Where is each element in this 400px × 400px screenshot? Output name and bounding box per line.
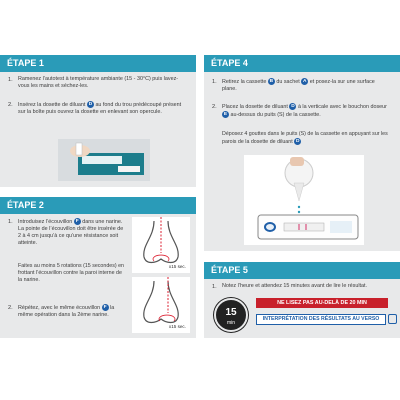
step1-item1-num: 1. (8, 77, 13, 83)
step5-item1-text: Notez l’heure et attendez 15 minutes avant de lire le résultat. (222, 283, 368, 289)
step1-item2-text-a: Insérez la dosette de diluant (18, 101, 86, 108)
dosette-photo (58, 139, 150, 181)
nose-illustration-2 (132, 277, 190, 333)
badge-b: B (269, 79, 274, 84)
step1-item2-text (18, 101, 190, 116)
warning-banner: NE LISEZ PAS AU-DELÀ DE 20 MIN (256, 298, 388, 308)
step2-item1-num: 1. (8, 219, 13, 225)
page-turn-icon (388, 314, 397, 324)
step1-panel (0, 55, 196, 187)
timer-label-1: x15 sec. (168, 264, 186, 269)
step4-item2-text-b: à la verticale avec le bouchon doseur (297, 103, 387, 110)
step5-item1-num: 1. (212, 284, 217, 290)
step4-item1-num: 1. (212, 79, 217, 85)
dosette-box-illustration (58, 139, 150, 181)
badge-e: E (223, 111, 228, 117)
step5-title: ÉTAPE 5 (204, 262, 400, 279)
step2-panel (0, 197, 196, 338)
step2-title: ÉTAPE 2 (0, 197, 196, 214)
step4-item1-text-a: Retirez la cassette (222, 78, 267, 85)
step4-item2-text-c: au-dessus du puits (S) de la cassette. (230, 111, 321, 118)
step4-panel (204, 55, 400, 251)
step4-item1-text-c: et posez-la sur une surface plane. (222, 78, 375, 92)
nose-illustration-1 (132, 217, 190, 273)
cassette-illustration (244, 155, 364, 245)
timer-label-2: x15 sec. (168, 324, 186, 329)
step1-item1-text: Ramenez l’autotest à température ambiante (15 - 30°C) puis lavez-vous les mains et séchez-les. (18, 76, 179, 89)
step4-note-text: Déposez 4 gouttes dans le puits (S) de la cassette en appuyant sur les parois de la dosette de diluant (222, 131, 388, 145)
badge-f: F (74, 218, 81, 225)
step1-title: ÉTAPE 1 (0, 55, 196, 72)
timer-unit: min (226, 320, 236, 326)
badge-f: F (102, 304, 109, 311)
step2-item2-text-a: Répétez, avec le même écouvillon (18, 304, 101, 311)
step4-title: ÉTAPE 4 (204, 55, 400, 72)
step5-panel (204, 262, 400, 338)
timer-value: 15 (225, 307, 237, 318)
step4-item2-num: 2. (212, 104, 217, 110)
badge-d: D (88, 102, 93, 107)
timer-icon (214, 298, 248, 332)
badge-d: D (295, 139, 300, 144)
step2-item2-text-b: la même opération dans la 2ème narine. (18, 304, 115, 318)
step4-item1-text-b: du sachet (276, 78, 300, 85)
step4-item2-text (222, 103, 394, 119)
step1-item2-text-b: au fond du trou prédécoupé présent sur la boîte puis ouvrez la dosette en enlevant son opercule. (18, 101, 182, 115)
step2-item2-num: 2. (8, 305, 13, 311)
badge-d: D (291, 104, 295, 109)
cassette-icon (244, 155, 364, 245)
step1-item2-num: 2. (8, 102, 13, 108)
step2-item1-text-a: Introduisez l’écouvillon (18, 218, 73, 225)
badge-a: A (303, 79, 307, 84)
step4-item2-text-a: Placez la dosette de diluant (222, 103, 288, 110)
step4-item1-text (222, 78, 390, 93)
step2-item1-text-b: dans une narine. La pointe de l’écouvillon doit être insérée de 2 à 4 cm jusqu’à ce qu’une résistance soit atteinte. (18, 218, 124, 246)
step4-note (222, 131, 390, 146)
interpretation-box: INTERPRÉTATION DES RÉSULTATS AU VERSO (256, 314, 386, 325)
step2-note: Faites au moins 5 rotations (15 secondes) en frottant l’écouvillon contre la paroi interne de la narine. (18, 263, 124, 283)
step2-item2-text (18, 304, 128, 319)
step2-item1-text (18, 218, 126, 247)
